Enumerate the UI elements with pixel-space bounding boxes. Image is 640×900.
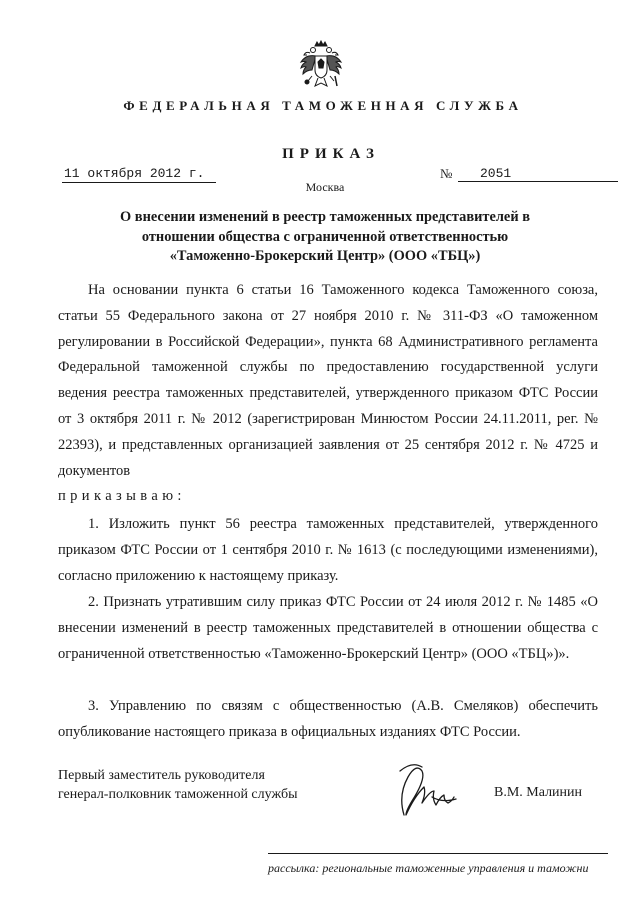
handwritten-signature-icon <box>392 757 468 823</box>
distribution-list: рассылка: региональные таможенные управления и таможни <box>268 853 608 876</box>
subject-line: отношении общества с ограниченной ответственностью <box>141 228 509 245</box>
order-item-1: 1. Изложить пункт 56 реестра таможенных представителей, утвержденного приказом ФТС России от 1 сентября 2010 г. № 1613 (с последующими изменениями), согласно приложению к настоящему приказу. <box>58 516 598 584</box>
order-date: 11 октября 2012 г. <box>62 165 216 183</box>
order-items <box>58 694 598 746</box>
signer-position <box>58 766 297 804</box>
order-subject <box>60 208 590 267</box>
russian-coat-of-arms-icon <box>298 40 344 90</box>
signer-position-line: генерал-полковник таможенной службы <box>58 787 298 802</box>
order-number: 2051 <box>458 165 618 182</box>
order-items <box>58 512 598 589</box>
order-item-3: 3. Управлению по связям с общественностью (А.В. Смеляков) обеспечить опубликование настоящего приказа в официальных изданиях ФТС России. <box>58 698 598 740</box>
number-sign: № <box>440 166 453 181</box>
order-title: ПРИКАЗ <box>282 146 380 162</box>
subject-line: О внесении изменений в реестр таможенных представителей в <box>120 209 530 225</box>
subject-line: «Таможенно-Брокерский Центр» (ООО «ТБЦ») <box>169 248 481 264</box>
signer-name: В.М. Малинин <box>494 785 583 800</box>
order-body <box>58 278 598 510</box>
order-items <box>58 590 598 667</box>
order-item-2: 2. Признать утратившим силу приказ ФТС России от 24 июля 2012 г. № 1485 «О внесении изменений в реестр таможенных представителей в отношении общества с ограниченной ответственностью «Таможенно-Брокерский Центр» (ООО «ТБЦ»)». <box>58 594 598 662</box>
signer-position-line: Первый заместитель руководителя <box>58 768 265 783</box>
directive-word: приказываю: <box>58 488 186 505</box>
agency-name: ФЕДЕРАЛЬНАЯ ТАМОЖЕННАЯ СЛУЖБА <box>123 98 523 113</box>
issue-city: Москва <box>305 180 345 194</box>
preamble-paragraph: На основании пункта 6 статьи 16 Таможенного кодекса Таможенного союза, статьи 55 Федерального закона от 27 ноября 2010 г. № 311-ФЗ «О таможенном регулировании в Российской Федерации», пункта 68 Административного регламента Федеральной таможенной службы по предоставлению государственной услуги ведения реестра таможенных представителей, утвержденного приказом ФТС России от 3 октября 2011 г. № 2012 (зарегистрирован Минюстом России 24.11.2011, рег. № 22393), и представленных организацией заявления от 25 сентября 2012 г. № 4725 и документов <box>58 282 598 479</box>
